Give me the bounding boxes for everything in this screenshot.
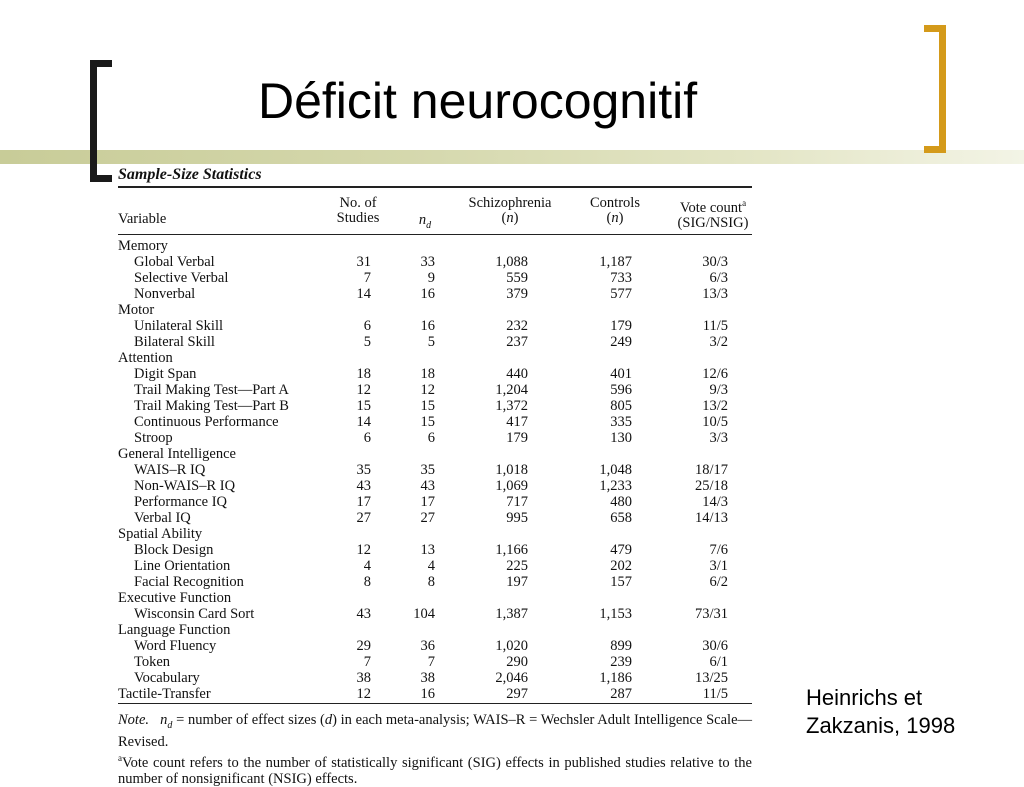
- table-row: [118, 606, 758, 622]
- cell-nd: 43: [420, 478, 435, 494]
- cell-variable: Selective Verbal: [134, 270, 229, 286]
- cell-controls: 1,048: [599, 462, 632, 478]
- header-studies: No. of Studies: [336, 195, 380, 226]
- cell-vote-count: 10/5: [702, 414, 728, 430]
- cell-schizophrenia: 1,387: [495, 606, 528, 622]
- table-row: [118, 638, 758, 654]
- table-row: [118, 494, 758, 510]
- cell-variable: Nonverbal: [134, 286, 196, 302]
- cell-nd: 6: [427, 430, 435, 446]
- cell-controls: 596: [610, 382, 632, 398]
- cell-schizophrenia: 379: [506, 286, 528, 302]
- cell-controls: 202: [610, 558, 632, 574]
- table-row: [118, 318, 758, 334]
- cell-studies: 43: [356, 606, 371, 622]
- note-vote-count: $^a$Vote count refers to the number of statistically significant (SIG) effects in published studies relative to the number of nonsignificant (NSIG) effects.: [118, 752, 752, 787]
- cell-nd: 15: [420, 414, 435, 430]
- cell-schizophrenia: 197: [506, 574, 528, 590]
- cell-schizophrenia: 559: [506, 270, 528, 286]
- table-row: [118, 430, 758, 446]
- cell-nd: 27: [420, 510, 435, 526]
- cell-variable: Continuous Performance: [134, 414, 279, 430]
- cell-studies: 31: [356, 254, 371, 270]
- cell-schizophrenia: 1,020: [495, 638, 528, 654]
- table-row: [118, 254, 758, 270]
- cell-controls: 239: [610, 654, 632, 670]
- cell-studies: 29: [356, 638, 371, 654]
- table-row: [118, 654, 758, 670]
- cell-nd: 35: [420, 462, 435, 478]
- cell-variable: Global Verbal: [134, 254, 215, 270]
- table-section-row: [118, 446, 758, 462]
- cell-nd: 15: [420, 398, 435, 414]
- cell-nd: 16: [420, 686, 435, 702]
- cell-variable: Language Function: [118, 622, 231, 638]
- slide-title: Déficit neurocognitif: [258, 73, 698, 129]
- cell-variable: Unilateral Skill: [134, 318, 223, 334]
- table-row: [118, 398, 758, 414]
- header-vote-count: Vote count$^a$ (SIG/NSIG): [677, 198, 749, 231]
- cell-vote-count: 3/2: [709, 334, 728, 350]
- cell-nd: 5: [427, 334, 435, 350]
- cell-nd: 9: [427, 270, 435, 286]
- table-top-rule: [118, 186, 752, 188]
- cell-vote-count: 9/3: [709, 382, 728, 398]
- cell-controls: 1,153: [599, 606, 632, 622]
- table-section-row: [118, 238, 758, 254]
- cell-studies: 35: [356, 462, 371, 478]
- cell-variable: Spatial Ability: [118, 526, 203, 542]
- cell-controls: 249: [610, 334, 632, 350]
- cell-variable: Verbal IQ: [134, 510, 191, 526]
- cell-controls: 335: [610, 414, 632, 430]
- cell-studies: 12: [356, 542, 371, 558]
- cell-vote-count: 3/1: [709, 558, 728, 574]
- cell-variable: Trail Making Test—Part B: [134, 398, 289, 414]
- cell-studies: 27: [356, 510, 371, 526]
- cell-variable: Token: [134, 654, 171, 670]
- cell-controls: 179: [610, 318, 632, 334]
- table-section-row: [118, 686, 758, 702]
- cell-variable: General Intelligence: [118, 446, 236, 462]
- table-row: [118, 270, 758, 286]
- table-body: [118, 238, 758, 702]
- title-underline-band: [0, 150, 1024, 164]
- table-row: [118, 574, 758, 590]
- cell-variable: Block Design: [134, 542, 214, 558]
- cell-vote-count: 30/6: [702, 638, 728, 654]
- cell-vote-count: 7/6: [709, 542, 728, 558]
- cell-schizophrenia: 1,372: [495, 398, 528, 414]
- cell-vote-count: 6/2: [709, 574, 728, 590]
- cell-vote-count: 30/3: [702, 254, 728, 270]
- cell-vote-count: 18/17: [694, 462, 728, 478]
- cell-schizophrenia: 225: [506, 558, 528, 574]
- cell-nd: 13: [420, 542, 435, 558]
- cell-nd: 8: [427, 574, 435, 590]
- cell-variable: Tactile-Transfer: [118, 686, 211, 702]
- cell-controls: 480: [610, 494, 632, 510]
- cell-nd: 4: [427, 558, 435, 574]
- header-nd: $n_d$: [418, 212, 432, 231]
- cell-vote-count: 25/18: [694, 478, 728, 494]
- header-schizophrenia: Schizophrenia (n): [468, 195, 552, 226]
- cell-schizophrenia: 2,046: [495, 670, 528, 686]
- cell-controls: 1,186: [599, 670, 632, 686]
- cell-controls: 401: [610, 366, 632, 382]
- table-row: [118, 478, 758, 494]
- cell-variable: Attention: [118, 350, 173, 366]
- cell-controls: 157: [610, 574, 632, 590]
- table-title: Sample-Size Statistics: [118, 166, 262, 183]
- cell-controls: 130: [610, 430, 632, 446]
- table-note: [118, 712, 752, 787]
- cell-nd: 17: [420, 494, 435, 510]
- table-row: [118, 558, 758, 574]
- left-bracket-decoration: [90, 60, 112, 182]
- table-section-row: [118, 622, 758, 638]
- table-row: [118, 542, 758, 558]
- cell-controls: 1,233: [599, 478, 632, 494]
- cell-controls: 577: [610, 286, 632, 302]
- cell-vote-count: 73/31: [694, 606, 728, 622]
- cell-vote-count: 13/25: [694, 670, 728, 686]
- table-section-row: [118, 302, 758, 318]
- cell-controls: 899: [610, 638, 632, 654]
- cell-vote-count: 6/1: [709, 654, 728, 670]
- cell-variable: Wisconsin Card Sort: [134, 606, 255, 622]
- table-row: [118, 366, 758, 382]
- cell-schizophrenia: 1,166: [495, 542, 528, 558]
- cell-vote-count: 12/6: [702, 366, 728, 382]
- cell-vote-count: 13/3: [702, 286, 728, 302]
- cell-vote-count: 14/3: [702, 494, 728, 510]
- cell-nd: 33: [420, 254, 435, 270]
- header-controls: Controls (n): [590, 195, 640, 226]
- cell-schizophrenia: 290: [506, 654, 528, 670]
- table-row: [118, 670, 758, 686]
- cell-nd: 16: [420, 318, 435, 334]
- header-variable: Variable: [118, 211, 167, 227]
- cell-schizophrenia: 1,018: [495, 462, 528, 478]
- cell-schizophrenia: 179: [506, 430, 528, 446]
- cell-studies: 5: [363, 334, 371, 350]
- cell-variable: Facial Recognition: [134, 574, 244, 590]
- cell-studies: 18: [356, 366, 371, 382]
- cell-variable: Digit Span: [134, 366, 197, 382]
- cell-schizophrenia: 237: [506, 334, 528, 350]
- cell-schizophrenia: 232: [506, 318, 528, 334]
- cell-studies: 6: [363, 430, 371, 446]
- table-section-row: [118, 350, 758, 366]
- cell-variable: Memory: [118, 238, 168, 254]
- cell-schizophrenia: 1,088: [495, 254, 528, 270]
- cell-studies: 38: [356, 670, 371, 686]
- cell-variable: Trail Making Test—Part A: [134, 382, 289, 398]
- cell-studies: 12: [356, 382, 371, 398]
- cell-controls: 479: [610, 542, 632, 558]
- cell-variable: Stroop: [134, 430, 173, 446]
- table-bottom-rule: [118, 703, 752, 704]
- cell-studies: 14: [356, 414, 371, 430]
- cell-controls: 658: [610, 510, 632, 526]
- cell-vote-count: 3/3: [709, 430, 728, 446]
- cell-studies: 14: [356, 286, 371, 302]
- cell-schizophrenia: 1,069: [495, 478, 528, 494]
- cell-studies: 7: [363, 270, 371, 286]
- cell-schizophrenia: 717: [506, 494, 528, 510]
- cell-controls: 287: [610, 686, 632, 702]
- cell-controls: 805: [610, 398, 632, 414]
- cell-studies: 8: [363, 574, 371, 590]
- table-row: [118, 286, 758, 302]
- cell-variable: Executive Function: [118, 590, 232, 606]
- cell-studies: 12: [356, 686, 371, 702]
- cell-variable: WAIS–R IQ: [134, 462, 206, 478]
- cell-nd: 7: [427, 654, 435, 670]
- cell-schizophrenia: 440: [506, 366, 528, 382]
- table-section-row: [118, 590, 758, 606]
- cell-variable: Non-WAIS–R IQ: [134, 478, 236, 494]
- cell-nd: 18: [420, 366, 435, 382]
- cell-schizophrenia: 995: [506, 510, 528, 526]
- cell-studies: 7: [363, 654, 371, 670]
- cell-nd: 38: [420, 670, 435, 686]
- cell-vote-count: 11/5: [702, 686, 728, 702]
- cell-schizophrenia: 417: [506, 414, 528, 430]
- cell-vote-count: 6/3: [709, 270, 728, 286]
- table-row: [118, 334, 758, 350]
- cell-controls: 733: [610, 270, 632, 286]
- cell-studies: 17: [356, 494, 371, 510]
- cell-variable: Word Fluency: [134, 638, 217, 654]
- cell-schizophrenia: 1,204: [495, 382, 528, 398]
- cell-variable: Motor: [118, 302, 155, 318]
- cell-nd: 16: [420, 286, 435, 302]
- table-row: [118, 510, 758, 526]
- citation-credit: Heinrichs et Zakzanis, 1998: [806, 685, 956, 738]
- table-row: [118, 414, 758, 430]
- cell-nd: 104: [413, 606, 435, 622]
- table-header-rule: [118, 234, 752, 235]
- cell-studies: 15: [356, 398, 371, 414]
- right-bracket-decoration: [924, 25, 946, 153]
- cell-studies: 6: [363, 318, 371, 334]
- cell-studies: 43: [356, 478, 371, 494]
- cell-variable: Bilateral Skill: [134, 334, 215, 350]
- cell-variable: Vocabulary: [134, 670, 200, 686]
- cell-variable: Line Orientation: [134, 558, 231, 574]
- cell-variable: Performance IQ: [134, 494, 227, 510]
- cell-nd: 36: [420, 638, 435, 654]
- cell-nd: 12: [420, 382, 435, 398]
- cell-schizophrenia: 297: [506, 686, 528, 702]
- cell-controls: 1,187: [599, 254, 632, 270]
- cell-vote-count: 11/5: [702, 318, 728, 334]
- table-section-row: [118, 526, 758, 542]
- cell-vote-count: 13/2: [702, 398, 728, 414]
- cell-vote-count: 14/13: [694, 510, 728, 526]
- note-definitions: Note. $n_d$ = number of effect sizes (d) in each meta-analysis; WAIS–R = Wechsler Adult Intelligence Scale—Revised.: [118, 712, 753, 750]
- cell-studies: 4: [363, 558, 371, 574]
- table-row: [118, 382, 758, 398]
- table-row: [118, 462, 758, 478]
